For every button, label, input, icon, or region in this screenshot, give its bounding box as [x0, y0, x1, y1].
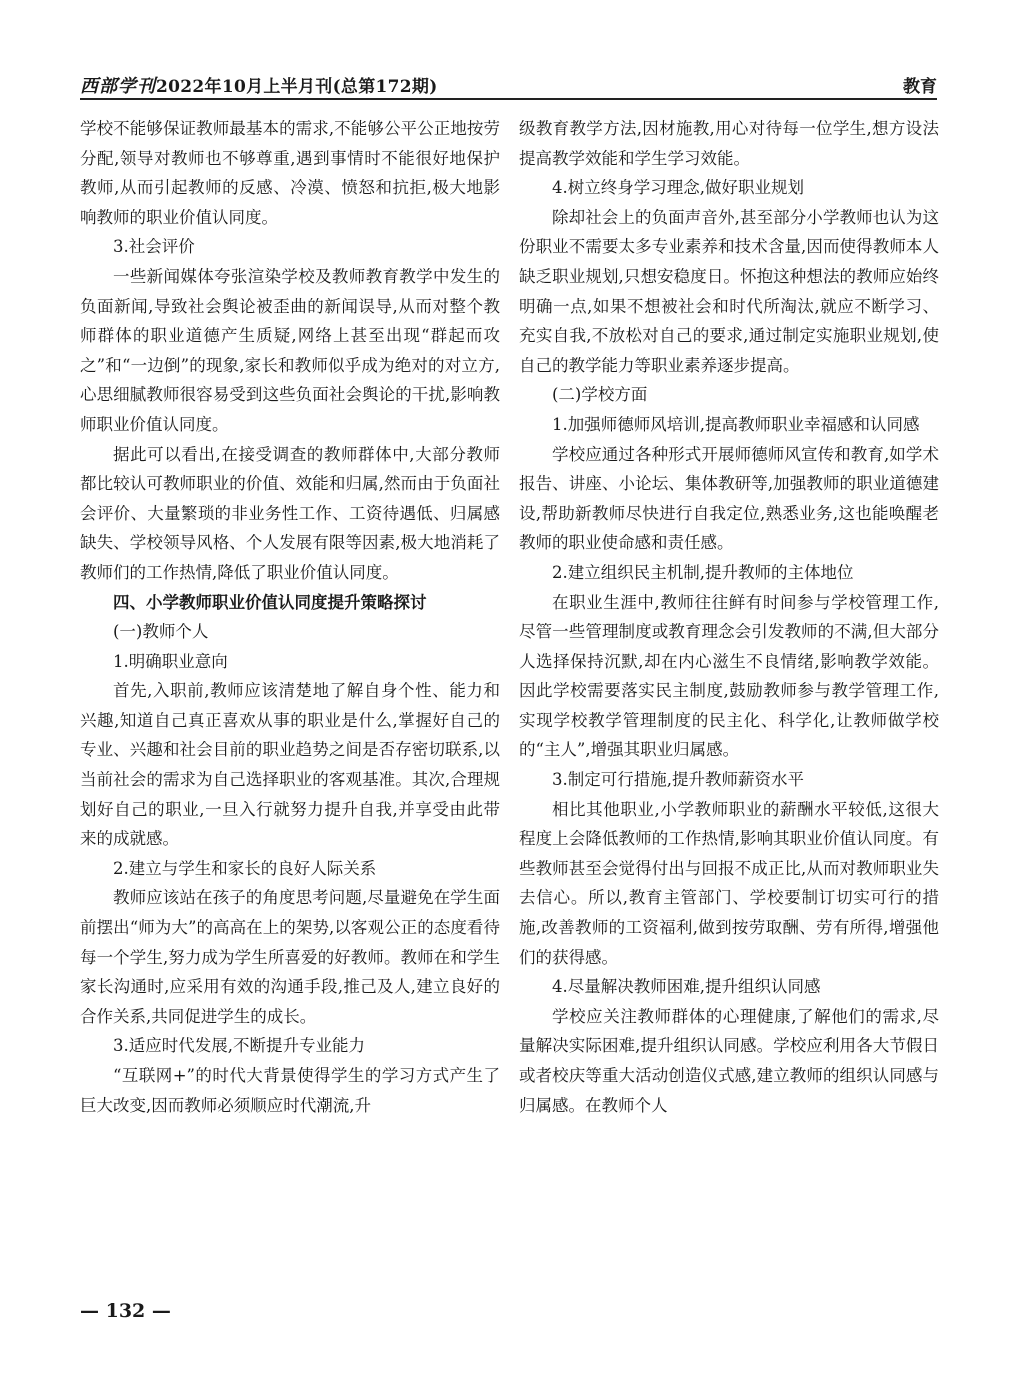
subheading: 3.社会评价 [113, 237, 195, 257]
subheading: 2.建立与学生和家长的良好人际关系 [113, 858, 377, 878]
subheading: 2.建立组织民主机制,提升教师的主体地位 [552, 562, 854, 582]
journal-issue: 2022年10月上半月刊(总第172期) [156, 77, 438, 97]
section-heading: 四、小学教师职业价值认同度提升策略探讨 [113, 592, 427, 612]
section-label: 教育 [903, 77, 937, 97]
subheading: 3.制定可行措施,提升教师薪资水平 [552, 770, 804, 790]
journal-logo: 西部学刊 [80, 76, 156, 97]
subheading: 3.适应时代发展,不断提升专业能力 [113, 1036, 365, 1056]
paragraph: 级教育教学方法,因材施教,用心对待每一位学生,想方设法提高教学效能和学生学习效能。 [519, 119, 939, 168]
paragraph: 在职业生涯中,教师往往鲜有时间参与学校管理工作,尽管一些管理制度或教育理念会引发教师的不满,但大部分人选择保持沉默,却在内心滋生不良情绪,影响教学效能。因此学校需要落实民主制度,鼓励教师参与教学管理工作,实现学校教学管理制度的民主化、科学化,让教师做学校的“主人”,增强其职业归属感。 [519, 592, 939, 760]
subheading: 1.加强师德师风培训,提高教师职业幸福感和认同感 [552, 414, 920, 434]
left-column [80, 114, 500, 1120]
page-number: — 132 — [80, 1300, 171, 1322]
header-rule [80, 98, 937, 100]
paragraph: 学校应通过各种形式开展师德师风宣传和教育,如学术报告、讲座、小论坛、集体教研等,加强教师的职业道德建设,帮助新教师尽快进行自我定位,熟悉业务,这也能唤醒老教师的职业使命感和责任感。 [519, 444, 939, 553]
paragraph: 学校不能够保证教师最基本的需求,不能够公平公正地按劳分配,领导对教师也不够尊重,遇到事情时不能很好地保护教师,从而引起教师的反感、冷漠、愤怒和抗拒,极大地影响教师的职业价值认同度。 [80, 119, 500, 227]
journal-title [80, 72, 438, 98]
subheading: (一)教师个人 [113, 622, 209, 642]
paragraph: 一些新闻媒体夸张渲染学校及教师教育教学中发生的负面新闻,导致社会舆论被歪曲的新闻误导,从而对整个教师群体的职业道德产生质疑,网络上甚至出现“群起而攻之”和“一边倒”的现象,家长和教师似乎成为绝对的对立方,心思细腻教师很容易受到这些负面社会舆论的干扰,影响教师职业价值认同度。 [80, 266, 500, 434]
right-column [519, 114, 939, 1120]
subheading: (二)学校方面 [552, 385, 648, 405]
paragraph: 据此可以看出,在接受调查的教师群体中,大部分教师都比较认可教师职业的价值、效能和归属,然而由于负面社会评价、大量繁琐的非业务性工作、工资待遇低、归属感缺失、学校领导风格、个人发展有限等因素,极大地消耗了教师们的工作热情,降低了职业价值认同度。 [80, 444, 500, 582]
paragraph: 除却社会上的负面声音外,甚至部分小学教师也认为这份职业不需要太多专业素养和技术含量,因而使得教师本人缺乏职业规划,只想安稳度日。怀抱这种想法的教师应始终明确一点,如果不想被社会和时代所淘汰,就应不断学习、充实自我,不放松对自己的要求,通过制定实施职业规划,使自己的教学能力等职业素养逐步提高。 [519, 207, 939, 375]
paragraph: “互联网+”的时代大背景使得学生的学习方式产生了巨大改变,因而教师必须顺应时代潮流,升 [80, 1066, 500, 1115]
subheading: 4.尽量解决教师困难,提升组织认同感 [552, 977, 821, 997]
paragraph: 首先,入职前,教师应该清楚地了解自身个性、能力和兴趣,知道自己真正喜欢从事的职业是什么,掌握好自己的专业、兴趣和社会目前的职业趋势之间是否存密切联系,以当前社会的需求为自己选择职业的客观基准。其次,合理规划好自己的职业,一旦入行就努力提升自我,并享受由此带来的成就感。 [80, 681, 500, 849]
paragraph: 教师应该站在孩子的角度思考问题,尽量避免在学生面前摆出“师为大”的高高在上的架势,以客观公正的态度看待每一个学生,努力成为学生所喜爱的好教师。教师在和学生家长沟通时,应采用有效的沟通手段,推己及人,建立良好的合作关系,共同促进学生的成长。 [80, 888, 500, 1026]
paragraph: 相比其他职业,小学教师职业的薪酬水平较低,这很大程度上会降低教师的工作热情,影响其职业价值认同度。有些教师甚至会觉得付出与回报不成正比,从而对教师职业失去信心。所以,教育主管部门、学校要制订切实可行的措施,改善教师的工资福利,做到按劳取酬、劳有所得,增强他们的获得感。 [519, 799, 939, 967]
running-header [80, 70, 937, 100]
paragraph: 学校应关注教师群体的心理健康,了解他们的需求,尽量解决实际困难,提升组织认同感。学校应利用各大节假日或者校庆等重大活动创造仪式感,建立教师的组织认同感与归属感。在教师个人 [519, 1006, 939, 1115]
subheading: 4.树立终身学习理念,做好职业规划 [552, 178, 804, 198]
subheading: 1.明确职业意向 [113, 651, 228, 671]
